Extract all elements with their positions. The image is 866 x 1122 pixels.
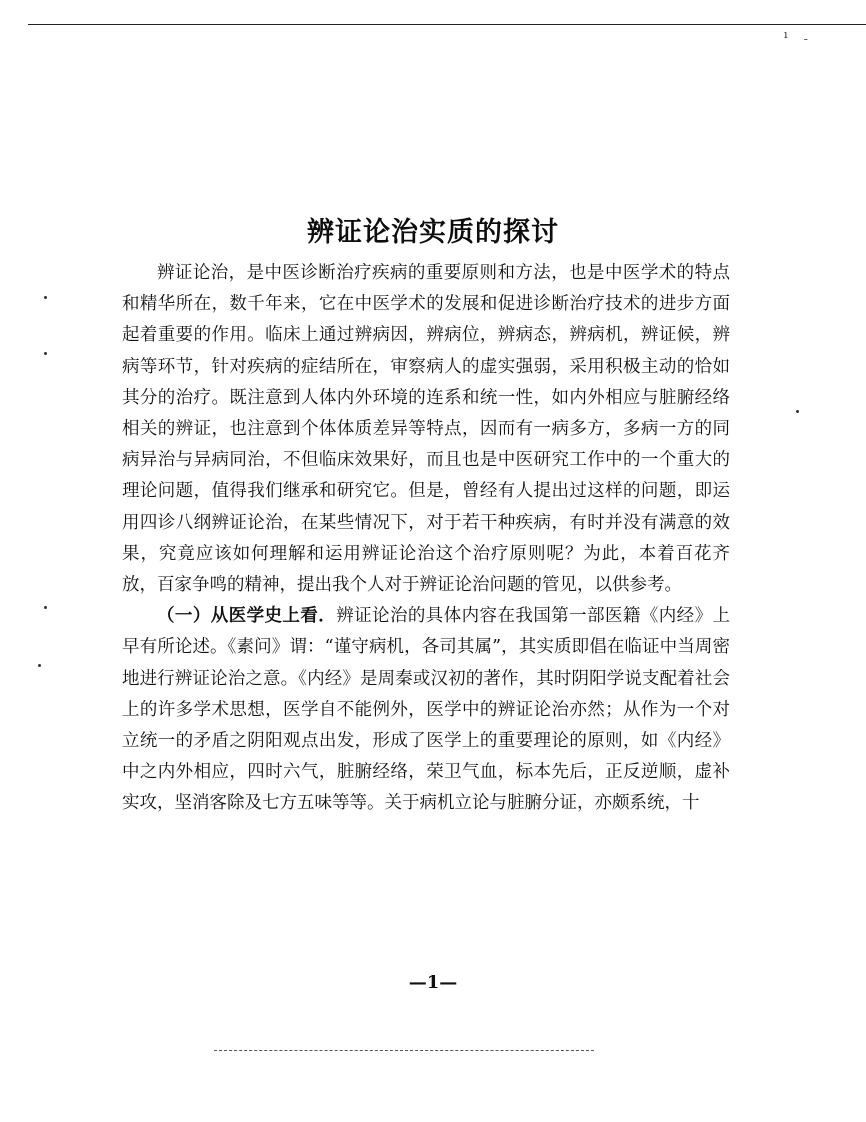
scan-speck	[38, 664, 41, 667]
section-heading: （一）从医学史上看．	[157, 606, 337, 627]
section-1-text: 辨证论治的具体内容在我国第一部医籍《内经》上早有所论述。《素问》谓：“谨守病机，各司其属”，其实质即倡在临证中当周密地进行辨证论治之意。《内经》是周秦或汉初的著作，其时阴阳学说支配着社会上的许多学术思想，医学自不能例外，医学中的辨证论治亦然；从作为一个对立统一的矛盾之阴阳观点出发，形成了医学上的重要理论的原则，如《内经》中之内外相应，四时六气，脏腑经络，荣卫气血，标本先后，正反逆顺，虚补实攻，坚消客除及七方五味等等。关于病机立论与脏腑分证，亦颇系统，十	[122, 606, 731, 814]
article-body	[122, 258, 730, 820]
corner-mark: ı ˍ	[784, 28, 815, 41]
scan-noise-line	[214, 1050, 594, 1051]
scan-speck	[44, 296, 47, 299]
scan-speck	[44, 606, 47, 609]
scan-speck	[796, 410, 799, 413]
page-number: —1—	[408, 972, 458, 993]
article-title: 辨证论治实质的探讨	[307, 217, 559, 249]
top-rule	[28, 24, 866, 25]
paragraph-intro: 辨证论治，是中医诊断治疗疾病的重要原则和方法，也是中医学术的特点和精华所在，数千年来，它在中医学术的发展和促进诊断治疗技术的进步方面起着重要的作用。临床上通过辨病因，辨病位，辨病态，辨病机，辨证候，辨病等环节，针对疾病的症结所在，审察病人的虚实强弱，采用积极主动的恰如其分的治疗。既注意到人体内外环境的连系和统一性，如内外相应与脏腑经络相关的辨证，也注意到个体体质差异等特点，因而有一病多方，多病一方的同病异治与异病同治，不但临床效果好，而且也是中医研究工作中的一个重大的理论问题，值得我们继承和研究它。但是，曾经有人提出过这样的问题，即运用四诊八纲辨证论治，在某些情况下，对于若干种疾病，有时并没有满意的效果，究竟应该如何理解和运用辨证论治这个治疗原则呢？为此，本着百花齐放，百家争鸣的精神，提出我个人对于辨证论治问题的管见，以供参考。	[122, 263, 730, 596]
paragraph-section-1	[122, 601, 730, 819]
scan-speck	[44, 352, 47, 355]
